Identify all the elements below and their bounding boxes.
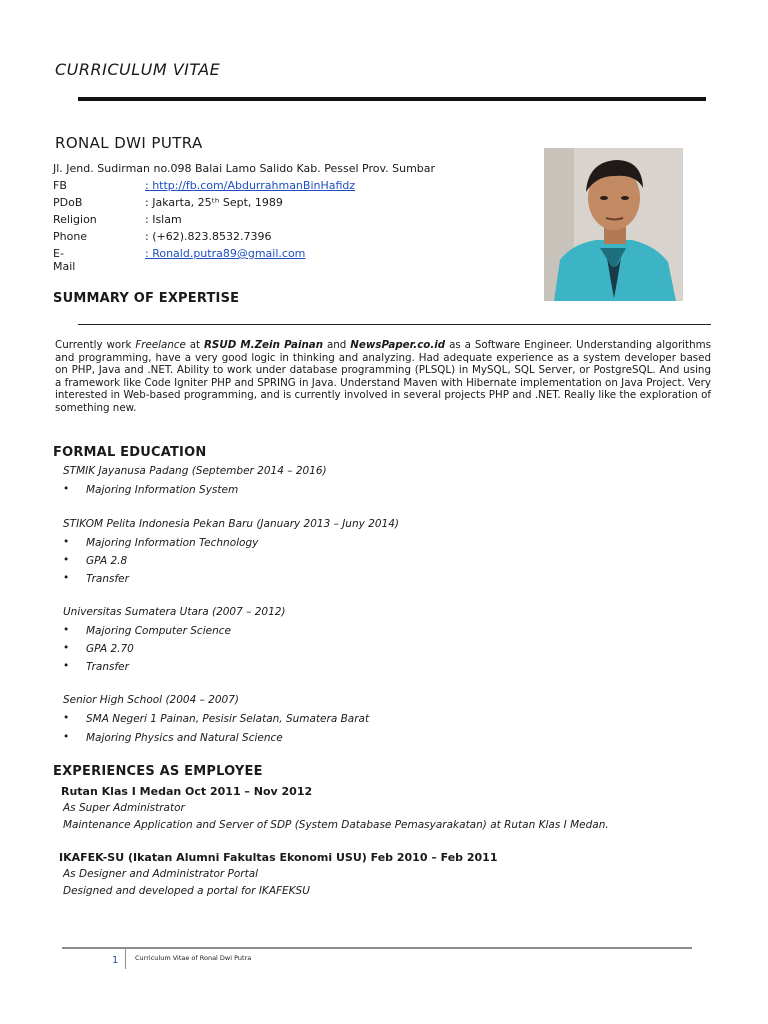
summary-employer-rsud: RSUD M.Zein Painan	[203, 339, 324, 351]
info-label: Phone	[53, 230, 88, 243]
summary-freelance: Freelance	[135, 339, 186, 351]
bullet: •	[63, 572, 70, 584]
summary-employer-newspaper: NewsPaper.co.id	[350, 339, 446, 351]
summary-divider	[78, 324, 711, 325]
info-label: Religion	[53, 213, 97, 226]
job-description: Maintenance Application and Server of SDP (System Database Pemasyarakatan) at Rutan Klas I Medan.	[63, 819, 609, 831]
email-link[interactable]: : Ronald.putra89@gmail.com	[145, 247, 306, 260]
education-school: STMIK Jayanusa Padang (September 2014 – 2016)	[63, 465, 327, 477]
info-label: E-Mail	[53, 247, 76, 273]
bullet: •	[63, 731, 70, 743]
education-item-text: Majoring Computer Science	[86, 625, 231, 637]
bullet: •	[63, 554, 70, 566]
info-value: : (+62).823.8532.7396	[145, 230, 272, 243]
profile-photo	[544, 148, 683, 301]
job-title: Rutan Klas I Medan Oct 2011 – Nov 2012	[61, 785, 313, 798]
education-item-text: Transfer	[86, 661, 129, 673]
education-item-text: GPA 2.8	[86, 555, 128, 567]
info-value: : Islam	[145, 213, 182, 226]
bullet: •	[63, 660, 70, 672]
info-label: FB	[53, 179, 67, 192]
job-title: IKAFEK-SU (Ikatan Alumni Fakultas Ekonomi USU) Feb 2010 – Feb 2011	[59, 851, 498, 864]
title-divider	[78, 97, 706, 101]
facebook-link[interactable]: : http://fb.com/AbdurrahmanBinHafidz	[145, 179, 356, 192]
education-school: Senior High School (2004 – 2007)	[63, 694, 240, 706]
bullet: •	[63, 624, 70, 636]
education-heading: FORMAL EDUCATION	[53, 445, 207, 460]
experience-heading: EXPERIENCES AS EMPLOYEE	[53, 764, 263, 779]
document-title: CURRICULUM VITAE	[55, 60, 221, 79]
info-label: PDoB	[53, 196, 83, 209]
education-school: STIKOM Pelita Indonesia Pekan Baru (January 2013 – Juny 2014)	[63, 518, 399, 530]
portrait-illustration	[544, 148, 683, 301]
education-item-text: SMA Negeri 1 Painan, Pesisir Selatan, Sumatera Barat	[86, 713, 370, 725]
job-role: As Super Administrator	[63, 802, 185, 814]
summary-paragraph	[55, 339, 711, 415]
bullet: •	[63, 712, 70, 724]
summary-text: as a Software Engineer. Understanding algorithms and programming, have a very good logic in thinking and analyzing. Had adequate experience as a system developer based on PHP, Java and .NET. Ability to work under database programming (PLSQL) in MySQL, SQL Server, or PostgreSQL. And using a framework like Code Igniter PHP and SPRING in Java. Understand Maven with Hibernate implementation on Java Project. Very interested in Web-based programming, and is currently involved in several projects PHP and .NET. Really like the exploration of something new.	[55, 339, 711, 414]
footer-separator	[125, 947, 126, 969]
bullet: •	[63, 483, 70, 495]
education-item-text: Transfer	[86, 573, 129, 585]
page-number: 1	[112, 955, 119, 966]
summary-text: and	[323, 339, 351, 351]
education-item-text: GPA 2.70	[86, 643, 134, 655]
summary-text: at	[185, 339, 204, 351]
education-item-text: Majoring Information System	[86, 484, 239, 496]
person-name: RONAL DWI PUTRA	[55, 134, 203, 152]
footer-text: Curriculum Vitae of Ronal Dwi Putra	[135, 954, 252, 962]
summary-heading: SUMMARY OF EXPERTISE	[53, 291, 240, 306]
education-item-text: Majoring Physics and Natural Science	[86, 732, 283, 744]
education-school: Universitas Sumatera Utara (2007 – 2012)	[63, 606, 286, 618]
job-role: As Designer and Administrator Portal	[63, 868, 259, 880]
education-item-text: Majoring Information Technology	[86, 537, 259, 549]
footer-divider	[62, 947, 692, 949]
bullet: •	[63, 642, 70, 654]
summary-text: Currently work	[55, 339, 136, 351]
info-value: : Jakarta, 25ᵗʰ Sept, 1989	[145, 196, 283, 209]
address: Jl. Jend. Sudirman no.098 Balai Lamo Salido Kab. Pessel Prov. Sumbar	[53, 162, 436, 175]
bullet: •	[63, 536, 70, 548]
job-description: Designed and developed a portal for IKAFEKSU	[63, 885, 310, 897]
